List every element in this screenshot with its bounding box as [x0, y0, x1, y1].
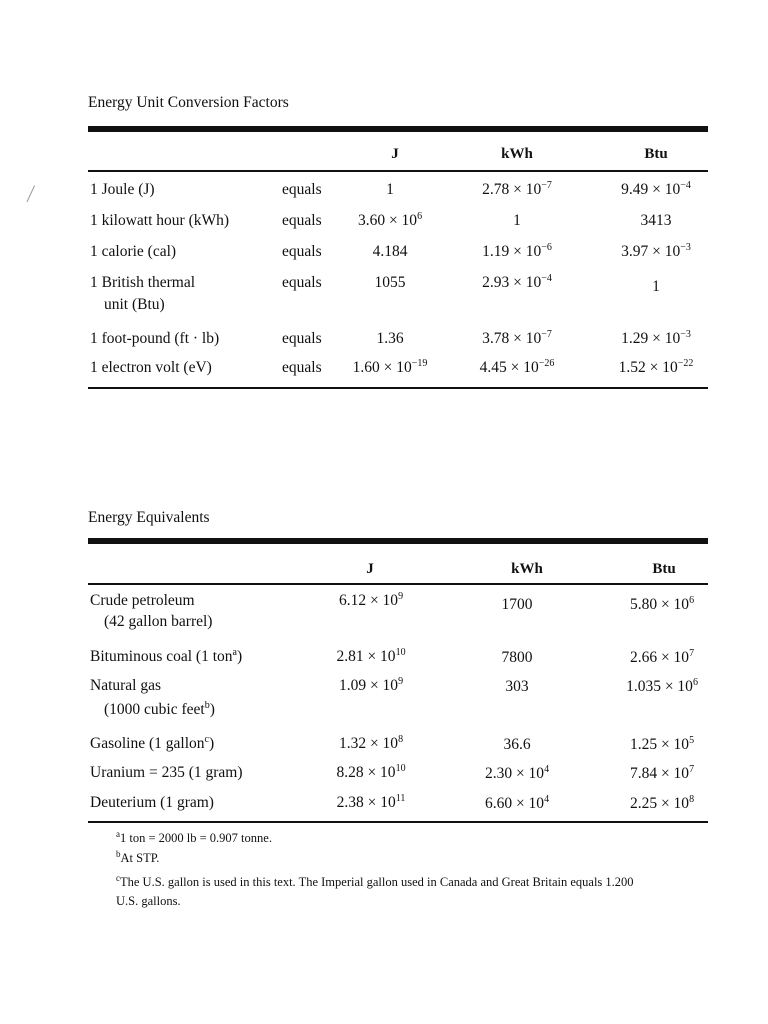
- row-kwh-value: 303: [505, 678, 529, 695]
- row-btu-value: $7.84 \times 10^7$: [629, 763, 695, 782]
- row-name-continued: (42 gallon barrel): [104, 613, 213, 630]
- row-name-continued: (1000 cubic feet$^b$): [104, 699, 215, 718]
- footnote-a: $^a$1 ton = 2000 lb = 0.907 tonne.: [116, 828, 272, 845]
- row-btu-value: $1.29 \times 10^{-3}$: [621, 328, 691, 347]
- row-kwh-value: $2.93 \times 10^{-4}$: [482, 272, 552, 291]
- stray-pen-mark: [27, 185, 41, 204]
- row-name: Crude petroleum: [90, 592, 195, 609]
- row-equals: equals: [282, 181, 322, 198]
- row-kwh-value: 7800: [501, 649, 533, 666]
- row-unit: 1 calorie (cal): [90, 243, 177, 260]
- row-btu-value: 3413: [640, 212, 672, 229]
- row-btu-value: $3.97 \times 10^{-3}$: [621, 241, 691, 260]
- row-unit: 1 British thermal: [90, 274, 196, 291]
- footnote-c: $^c$The U.S. gallon is used in this text. The Imperial gallon used in Canada and Great Britain equals 1.200: [116, 872, 634, 889]
- table2-header-rule: [88, 583, 708, 585]
- row-kwh-value: $6.60 \times 10^4$: [484, 793, 550, 812]
- row-kwh-value: $3.78 \times 10^{-7}$: [482, 328, 552, 347]
- row-btu-value: 1: [652, 278, 660, 295]
- row-j-value: $1.09 \times 10^9$: [338, 675, 404, 694]
- row-j-value: 1.36: [376, 330, 404, 347]
- row-j-value: 1055: [374, 274, 406, 291]
- table1-header-btu: Btu: [644, 146, 668, 162]
- row-unit: 1 Joule (J): [90, 181, 155, 198]
- row-name: Gasoline (1 gallon$^c$): [90, 733, 215, 752]
- row-j-value: $2.81 \times 10^{10}$: [336, 646, 406, 665]
- row-equals: equals: [282, 330, 322, 347]
- row-j-value: $8.28 \times 10^{10}$: [336, 762, 406, 781]
- table2-header-j: J: [366, 561, 374, 577]
- row-btu-value: $2.66 \times 10^7$: [629, 647, 695, 666]
- table1-header-rule: [88, 170, 708, 172]
- table1-bottom-rule: [88, 387, 708, 389]
- footnote-c-continued: U.S. gallons.: [116, 894, 181, 908]
- row-kwh-value: 1700: [501, 596, 533, 613]
- table2-bottom-rule: [88, 821, 708, 823]
- row-btu-value: $5.80 \times 10^6$: [629, 594, 695, 613]
- row-kwh-value: $4.45 \times 10^{-26}$: [479, 357, 555, 376]
- row-unit: 1 foot-pound (ft · lb): [90, 330, 220, 347]
- row-j-value: 4.184: [372, 243, 408, 260]
- row-kwh-value: $2.78 \times 10^{-7}$: [482, 179, 552, 198]
- row-btu-value: $9.49 \times 10^{-4}$: [621, 179, 691, 198]
- row-name: Uranium = 235 (1 gram): [90, 764, 243, 781]
- row-name: Natural gas: [90, 677, 162, 694]
- row-j-value: $1.60 \times 10^{-19}$: [352, 357, 428, 376]
- row-btu-value: $1.52 \times 10^{-22}$: [618, 357, 694, 376]
- table2-title: Energy Equivalents: [88, 509, 210, 526]
- row-unit: 1 electron volt (eV): [90, 359, 212, 376]
- row-equals: equals: [282, 274, 322, 291]
- row-unit: 1 kilowatt hour (kWh): [90, 212, 230, 229]
- table2-header-btu: Btu: [652, 561, 676, 577]
- table2-header-kwh: kWh: [511, 561, 543, 577]
- table1-header-kwh: kWh: [501, 146, 533, 162]
- row-kwh-value: $2.30 \times 10^4$: [484, 763, 550, 782]
- table1-title: Energy Unit Conversion Factors: [88, 94, 289, 111]
- row-equals: equals: [282, 212, 322, 229]
- row-j-value: $1.32 \times 10^8$: [338, 733, 404, 752]
- footnote-b: $^b$At STP.: [116, 848, 160, 865]
- table1-header-j: J: [391, 146, 399, 162]
- row-j-value: 1: [386, 181, 394, 198]
- row-unit-continued: unit (Btu): [104, 296, 165, 313]
- table2-top-rule: [88, 538, 708, 544]
- row-j-value: $3.60 \times 10^6$: [357, 210, 423, 229]
- row-j-value: $2.38 \times 10^{11}$: [336, 792, 406, 811]
- row-name: Bituminous coal (1 ton$^a$): [90, 646, 243, 665]
- row-kwh-value: 1: [513, 212, 521, 229]
- row-kwh-value: 36.6: [503, 736, 531, 753]
- row-j-value: $6.12 \times 10^9$: [338, 590, 404, 609]
- row-kwh-value: $1.19 \times 10^{-6}$: [482, 241, 552, 260]
- row-btu-value: $1.25 \times 10^5$: [629, 734, 695, 753]
- row-equals: equals: [282, 243, 322, 260]
- row-btu-value: $1.035 \times 10^6$: [626, 676, 698, 695]
- table1-top-rule: [88, 126, 708, 132]
- row-name: Deuterium (1 gram): [90, 794, 214, 811]
- row-equals: equals: [282, 359, 322, 376]
- row-btu-value: $2.25 \times 10^8$: [629, 793, 695, 812]
